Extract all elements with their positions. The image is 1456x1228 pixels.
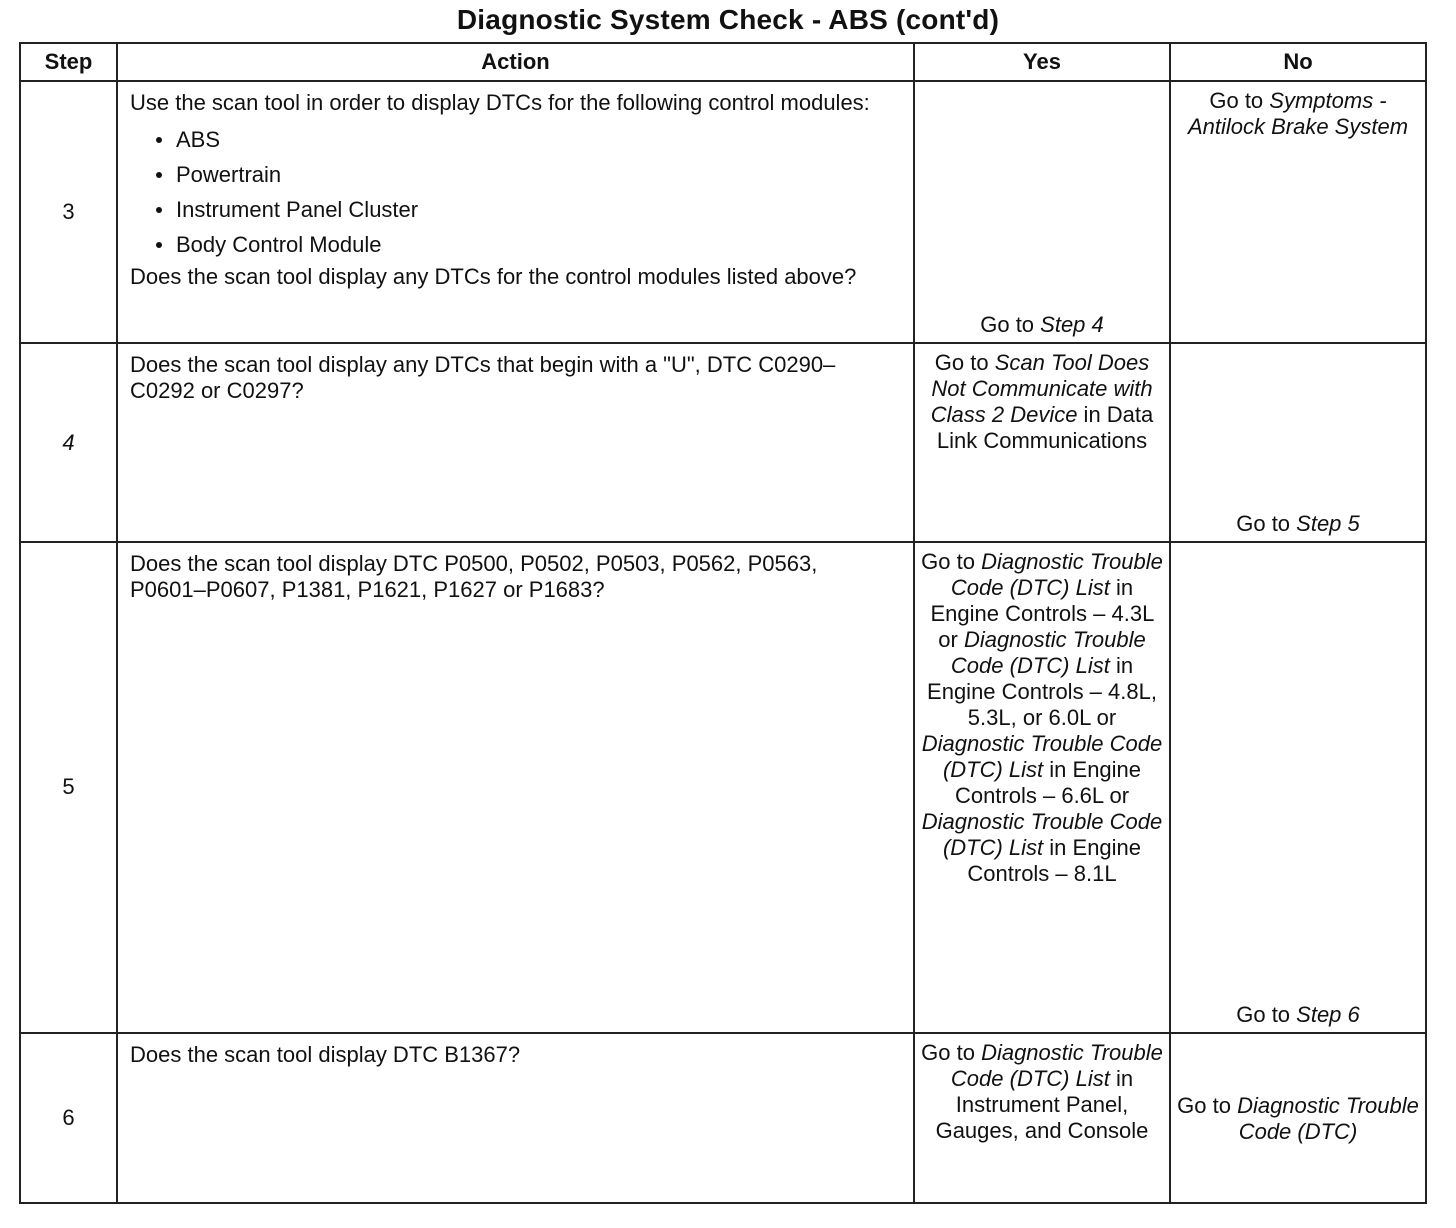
action-cell xyxy=(117,81,914,343)
yes-link[interactable]: Diagnostic Trouble Code (DTC) List xyxy=(950,548,1163,600)
yes-cell xyxy=(914,343,1170,541)
page-title: Diagnostic System Check - ABS (cont'd) xyxy=(456,4,1000,35)
yes-cell xyxy=(914,542,1170,1033)
no-cell xyxy=(1170,81,1426,343)
list-item: ABS xyxy=(152,122,899,157)
yes-cell xyxy=(914,81,1170,343)
header-step: Step xyxy=(20,43,117,81)
table-row xyxy=(20,343,1426,541)
list-item: Instrument Panel Cluster xyxy=(152,192,899,227)
yes-suffix: in Engine Controls – 4.3L xyxy=(930,574,1154,626)
yes-suffix: in Engine Controls – 4.8L, 5.3L, or 6.0L xyxy=(927,652,1157,730)
no-prefix: Go to xyxy=(1209,88,1270,113)
header-action: Action xyxy=(117,43,914,81)
no-prefix: Go to xyxy=(1236,510,1297,536)
action-question: Does the scan tool display any DTCs for the control modules listed above? xyxy=(130,264,857,289)
yes-suffix: in Instrument Panel, Gauges, and Console xyxy=(935,1065,1149,1143)
step-number: 5 xyxy=(20,542,117,1033)
yes-prefix: or xyxy=(1090,704,1117,730)
yes-prefix: Go to xyxy=(980,312,1041,338)
yes-link[interactable]: Diagnostic Trouble Code (DTC) List xyxy=(921,730,1163,782)
action-cell: Does the scan tool display any DTCs that begin with a "U", DTC C0290– C0292 or C0297? xyxy=(117,343,914,541)
table-row xyxy=(20,1033,1426,1203)
list-item: Powertrain xyxy=(152,157,899,192)
no-cell xyxy=(1170,542,1426,1033)
step-number: 4 xyxy=(20,343,117,541)
step-number: 3 xyxy=(20,81,117,343)
yes-prefix: Go to xyxy=(934,350,995,376)
no-prefix: Go to xyxy=(1236,1001,1297,1027)
action-cell: Does the scan tool display DTC P0500, P0502, P0503, P0562, P0563, P0601–P0607, P1381, P1621, P1627 or P1683? xyxy=(117,542,914,1033)
yes-suffix: in Data Link Communications xyxy=(936,402,1154,454)
yes-link[interactable]: Scan Tool Does Not Communicate with Class 2 Device xyxy=(930,350,1153,428)
yes-prefix: or xyxy=(1103,782,1130,808)
header-no: No xyxy=(1170,43,1426,81)
action-cell: Does the scan tool display DTC B1367? xyxy=(117,1033,914,1203)
module-list xyxy=(130,122,899,262)
no-cell xyxy=(1170,343,1426,541)
list-item: Body Control Module xyxy=(152,227,899,262)
no-link[interactable]: Step 5 xyxy=(1296,510,1360,536)
table-row xyxy=(20,542,1426,1033)
table-header-row xyxy=(20,43,1426,81)
no-link[interactable]: Symptoms - Antilock Brake System xyxy=(1187,88,1409,139)
yes-prefix: Go to xyxy=(921,548,982,574)
yes-suffix: in Engine Controls – 6.6L xyxy=(954,756,1142,808)
header-yes: Yes xyxy=(914,43,1170,81)
yes-link[interactable]: Diagnostic Trouble Code (DTC) List xyxy=(921,808,1163,860)
yes-cell xyxy=(914,1033,1170,1203)
yes-link[interactable]: Diagnostic Trouble Code (DTC) List xyxy=(950,1039,1163,1091)
yes-suffix: in Engine Controls – 8.1L xyxy=(967,834,1142,886)
table-row xyxy=(20,81,1426,343)
action-intro: Use the scan tool in order to display DTCs for the following control modules: xyxy=(130,90,870,115)
diagnostic-table xyxy=(19,42,1427,1204)
step-number: 6 xyxy=(20,1033,117,1203)
yes-link[interactable]: Step 4 xyxy=(1040,312,1104,338)
no-link[interactable]: Diagnostic Trouble Code (DTC) xyxy=(1237,1092,1419,1144)
yes-prefix: Go to xyxy=(921,1039,982,1065)
yes-link[interactable]: Diagnostic Trouble Code (DTC) List xyxy=(950,626,1146,678)
no-cell xyxy=(1170,1033,1426,1203)
no-link[interactable]: Step 6 xyxy=(1296,1001,1360,1027)
no-prefix: Go to xyxy=(1177,1092,1238,1118)
yes-prefix: or xyxy=(938,626,964,652)
